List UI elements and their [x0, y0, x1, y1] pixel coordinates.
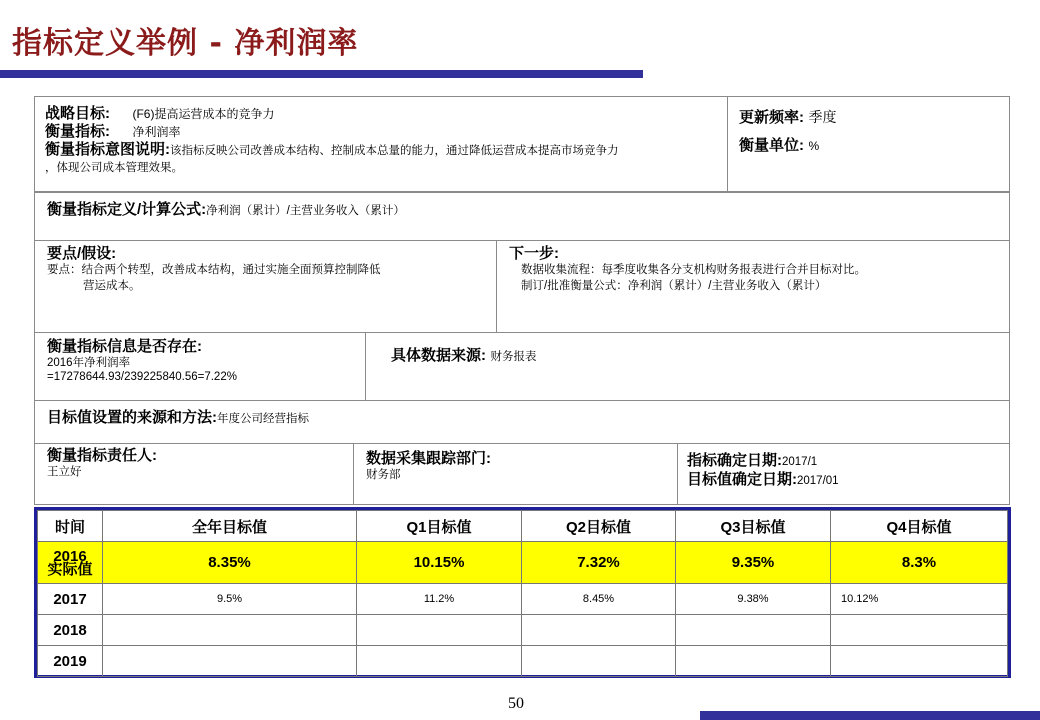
- definition-value: 净利润（累计）/主营业务收入（累计）: [206, 205, 405, 217]
- assumptions-line2: 营运成本。: [83, 280, 141, 292]
- table-cell: 8.35%: [103, 542, 357, 584]
- table-cell: [676, 646, 831, 677]
- table-cell: [522, 615, 676, 646]
- freq-value: 季度: [808, 109, 837, 125]
- strategy-label: 战略目标:: [45, 105, 110, 122]
- divider-3: [35, 400, 1009, 401]
- year-cell-2016: [38, 542, 103, 584]
- table-header-cell: Q2目标值: [522, 511, 676, 542]
- owner-value: 王立好: [47, 466, 82, 478]
- year-cell-2019: 2019: [38, 646, 103, 677]
- table-header-cell: Q4目标值: [831, 511, 1008, 542]
- strategy-value: (F6)提高运营成本的竞争力: [132, 107, 275, 121]
- table-row-2018: [38, 615, 1008, 646]
- year-cell-2018: 2018: [38, 615, 103, 646]
- table-header-cell: 时间: [38, 511, 103, 542]
- page-number: 50: [508, 695, 524, 712]
- year-2016: 2016: [53, 547, 87, 565]
- definition-card: [34, 192, 1010, 505]
- table-cell: [103, 615, 357, 646]
- table-cell: 11.2%: [357, 584, 522, 615]
- definition-label: 衡量指标定义/计算公式:: [47, 201, 207, 218]
- unit-value: %: [808, 139, 820, 153]
- table-cell: [522, 646, 676, 677]
- metric-date-value: 2017/1: [782, 456, 818, 468]
- header-card: [34, 96, 1010, 192]
- year-cell-2017: 2017: [38, 584, 103, 615]
- table-row-2016: [38, 542, 1008, 584]
- vdivider-4: [677, 443, 678, 505]
- target-table: [34, 507, 1011, 678]
- header-divider: [727, 97, 728, 191]
- next-steps-line1: 数据收集流程：每季度收集各分支机构财务报表进行合并目标对比。: [521, 264, 866, 276]
- unit-label: 衡量单位:: [739, 137, 804, 154]
- table-cell: [831, 615, 1008, 646]
- intent-value-line2: ，体现公司成本管理效果。: [45, 162, 183, 174]
- table-cell: [103, 646, 357, 677]
- assumptions-line1: 要点：结合两个转型，改善成本结构，通过实施全面预算控制降低: [47, 264, 381, 276]
- table-cell: 8.3%: [831, 542, 1008, 584]
- intent-value-line1: 该指标反映公司改善成本结构、控制成本总量的能力，通过降低运营成本提高市场竞争力: [170, 145, 619, 157]
- table-header-cell: 全年目标值: [103, 511, 357, 542]
- target-method-label: 目标值设置的来源和方法:: [47, 409, 217, 426]
- table-cell: [676, 615, 831, 646]
- freq-label: 更新频率:: [739, 109, 804, 126]
- table-cell: 9.5%: [103, 584, 357, 615]
- vdivider-3: [353, 443, 354, 505]
- target-method-value: 年度公司经营指标: [217, 413, 309, 425]
- assumptions-label: 要点/假设:: [47, 245, 117, 262]
- table-cell: 8.45%: [522, 584, 676, 615]
- table-row-2017: [38, 584, 1008, 615]
- table-cell: [831, 646, 1008, 677]
- data-source-label: 具体数据来源:: [391, 347, 486, 364]
- vdivider-1: [496, 240, 497, 332]
- vdivider-2: [365, 332, 366, 400]
- divider-1: [35, 240, 1009, 241]
- table-header-row: [38, 511, 1008, 542]
- target-date-label: 目标值确定日期:: [687, 471, 797, 488]
- table-cell: 9.38%: [676, 584, 831, 615]
- table-header-cell: Q3目标值: [676, 511, 831, 542]
- table-cell: 10.15%: [357, 542, 522, 584]
- data-source-value: 财务报表: [490, 351, 537, 363]
- table-header-cell: Q1目标值: [357, 511, 522, 542]
- table-cell: 9.35%: [676, 542, 831, 584]
- table-cell: [357, 615, 522, 646]
- intent-label: 衡量指标意图说明:: [45, 141, 170, 158]
- info-exists-line2: =17278644.93/239225840.56=7.22%: [47, 371, 237, 383]
- table-cell: 7.32%: [522, 542, 676, 584]
- dept-label: 数据采集跟踪部门:: [366, 450, 491, 467]
- owner-label: 衡量指标责任人:: [47, 447, 157, 464]
- target-date-value: 2017/01: [797, 475, 839, 487]
- divider-4: [35, 443, 1009, 444]
- year-2016-sub: 实际值: [47, 560, 93, 578]
- table-cell: 10.12%: [831, 584, 1008, 615]
- divider-2: [35, 332, 1009, 333]
- metric-date-label: 指标确定日期:: [687, 452, 782, 469]
- info-exists-label: 衡量指标信息是否存在:: [47, 338, 202, 355]
- next-steps-label: 下一步:: [509, 245, 559, 262]
- table-cell: [357, 646, 522, 677]
- page-title: 指标定义举例 - 净利润率: [12, 26, 359, 61]
- table-row-2019: [38, 646, 1008, 677]
- metric-value: 净利润率: [132, 125, 181, 139]
- title-underline-bar: [0, 70, 643, 78]
- footer-bar: [700, 711, 1040, 720]
- dept-value: 财务部: [366, 469, 401, 481]
- metric-label: 衡量指标:: [45, 123, 110, 140]
- next-steps-line2: 制订/批准衡量公式：净利润（累计）/主营业务收入（累计）: [521, 280, 827, 292]
- info-exists-line1: 2016年净利润率: [47, 357, 131, 369]
